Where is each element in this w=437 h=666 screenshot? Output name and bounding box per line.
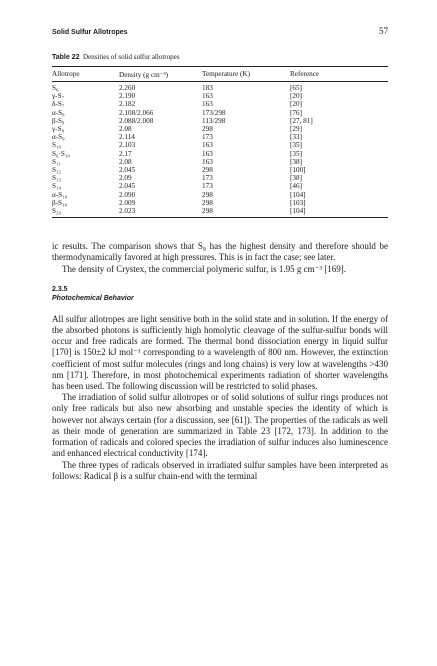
cell-temperature: 173/298: [202, 108, 226, 117]
page: [52, 26, 388, 482]
table-row: [52, 150, 388, 158]
section-number: 2.3.5: [52, 285, 68, 293]
cell-allotrope: β-S₈: [52, 116, 65, 125]
cell-density: 2.08: [119, 157, 132, 166]
cell-allotrope: S₁₁: [52, 157, 62, 166]
table-row: [52, 174, 388, 182]
paragraph: The irradiation of solid sulfur allotropes or of solid solutions of sulfur rings produces not only free radicals but also new absorbing and unstable species the identity of which is however not always certain (for a discussion, see [61]). The properties of the radicals as well as their mode of generation are summarized in Table 23 [172, 173]. In addition to the formation of radicals and colored species the irradiation of sulfur induces also luminescence and enhanced electrical conductivity [174].: [52, 392, 388, 459]
cell-temperature: 298: [202, 125, 213, 134]
cell-reference: [38]: [290, 157, 302, 166]
cell-allotrope: α-S₁₈: [52, 190, 68, 199]
table-row: [52, 100, 388, 108]
table-row: [52, 125, 388, 133]
cell-temperature: 163: [202, 100, 213, 109]
table-row: [52, 82, 388, 93]
cell-density: 2.260: [119, 84, 136, 92]
cell-reference: [104]: [290, 190, 306, 199]
cell-allotrope: S₁₄: [52, 182, 62, 191]
table-row: [52, 141, 388, 149]
cell-allotrope: S₁₀: [52, 141, 62, 150]
paragraph: All sulfur allotropes are light sensitive both in the solid state and in solution. If the energy of the absorbed photons is sufficiently high homolytic cleavage of the sulfur-sulfur bonds will occur and free radicals are formed. The thermal bond dissociation energy in liquid sulfur [170] is 150±2 kJ mol⁻¹ corresponding to a wavelength of 800 nm. However, the extinction coefficient of most sulfur molecules (rings and long chains) is very low at wavelengths >430 nm [171]. Therefore, in most photochemical experiments radiation of shorter wavelengths has been used. The following discussion will be restricted to solid phases.: [52, 313, 388, 392]
cell-density: 2.088/2.008: [119, 116, 154, 125]
table-row: [52, 166, 388, 174]
cell-reference: [20]: [290, 92, 302, 101]
cell-reference: [20]: [290, 100, 302, 109]
cell-reference: [46]: [290, 182, 302, 191]
cell-reference: [76]: [290, 108, 302, 117]
cell-temperature: 183: [202, 84, 213, 92]
table-row: [52, 182, 388, 190]
cell-density: 2.045: [119, 182, 136, 191]
cell-reference: [104]: [290, 207, 306, 216]
cell-temperature: 298: [202, 190, 213, 199]
cell-reference: [35]: [290, 141, 302, 150]
table-header-row: [52, 67, 388, 82]
table-row: [52, 117, 388, 125]
cell-allotrope: S₁₃: [52, 174, 62, 183]
cell-allotrope: S₆·S₁₀: [52, 149, 70, 158]
cell-temperature: 163: [202, 92, 213, 101]
running-title: Solid Sulfur Allotropes: [52, 29, 128, 36]
cell-reference: [65]: [290, 84, 302, 92]
table-row: [52, 158, 388, 166]
density-table: [52, 66, 388, 218]
cell-temperature: 173: [202, 174, 213, 183]
cell-reference: [38]: [290, 174, 302, 183]
cell-allotrope: α-S₉: [52, 133, 65, 142]
cell-temperature: 298: [202, 166, 213, 175]
cell-temperature: 298: [202, 198, 213, 207]
table-row: [52, 207, 388, 218]
cell-temperature: 173: [202, 133, 213, 142]
cell-density: 2.190: [119, 92, 136, 101]
table-caption: [52, 53, 388, 61]
paragraph: The three types of radicals observed in irradiated sulfur samples have been interpreted as follows: Radical β is a sulfur chain-end with the terminal: [52, 459, 388, 481]
cell-density: 2.08: [119, 125, 132, 134]
cell-temperature: 173: [202, 182, 213, 191]
cell-density: 2.09: [119, 174, 132, 183]
table-row: [52, 109, 388, 117]
table-row: [52, 191, 388, 199]
body-text: [52, 241, 388, 482]
cell-allotrope: γ-S₇: [52, 92, 65, 101]
cell-allotrope: β-S₁₈: [52, 198, 68, 207]
cell-allotrope: S₆: [52, 84, 59, 92]
cell-allotrope: S₁₂: [52, 166, 62, 175]
cell-temperature: 113/298: [202, 116, 226, 125]
cell-density: 2.114: [119, 133, 135, 142]
cell-density: 2.103: [119, 141, 136, 150]
cell-reference: [33]: [290, 133, 302, 142]
cell-density: 2.17: [119, 149, 132, 158]
col-header-allotrope: Allotrope: [52, 70, 80, 78]
cell-density: 2.009: [119, 198, 136, 207]
table-caption-text: Densities of solid sulfur allotropes: [83, 53, 180, 61]
cell-temperature: 163: [202, 141, 213, 150]
cell-density: 2.045: [119, 166, 136, 175]
cell-allotrope: α-S₈: [52, 108, 65, 117]
cell-reference: [103]: [290, 198, 306, 207]
cell-temperature: 298: [202, 207, 213, 216]
cell-temperature: 163: [202, 157, 213, 166]
table-row: [52, 133, 388, 141]
section-heading: [52, 285, 388, 303]
cell-temperature: 163: [202, 149, 213, 158]
cell-density: 2.182: [119, 100, 136, 109]
table-row: [52, 92, 388, 100]
running-header: [52, 26, 388, 40]
col-header-reference: Reference: [290, 70, 320, 78]
cell-reference: [27, 81]: [290, 116, 313, 125]
cell-allotrope: S₂₀: [52, 207, 62, 216]
cell-density: 2.090: [119, 190, 136, 199]
page-number: 57: [379, 26, 388, 36]
col-header-density: Density (g cm⁻³): [119, 70, 169, 79]
cell-reference: [35]: [290, 149, 302, 158]
table-body: [52, 82, 388, 218]
cell-allotrope: δ-S₇: [52, 100, 65, 109]
section-title: Photochemical Behavior: [52, 294, 134, 302]
cell-reference: [100]: [290, 166, 306, 175]
cell-density: 2.108/2.066: [119, 108, 154, 117]
table-row: [52, 199, 388, 207]
paragraph: The density of Crystex, the commercial polymeric sulfur, is 1.95 g cm⁻³ [169].: [62, 263, 347, 274]
cell-reference: [29]: [290, 125, 302, 134]
cell-allotrope: γ-S₈: [52, 125, 65, 134]
cell-density: 2.023: [119, 207, 136, 216]
table-caption-label: Table 22: [52, 54, 80, 61]
col-header-temperature: Temperature (K): [202, 70, 250, 78]
paragraph: ic results. The comparison shows that S₈ has the highest density and therefore should be thermodynamically favored at high pressures. This is in fact the case; see later.: [52, 241, 388, 263]
